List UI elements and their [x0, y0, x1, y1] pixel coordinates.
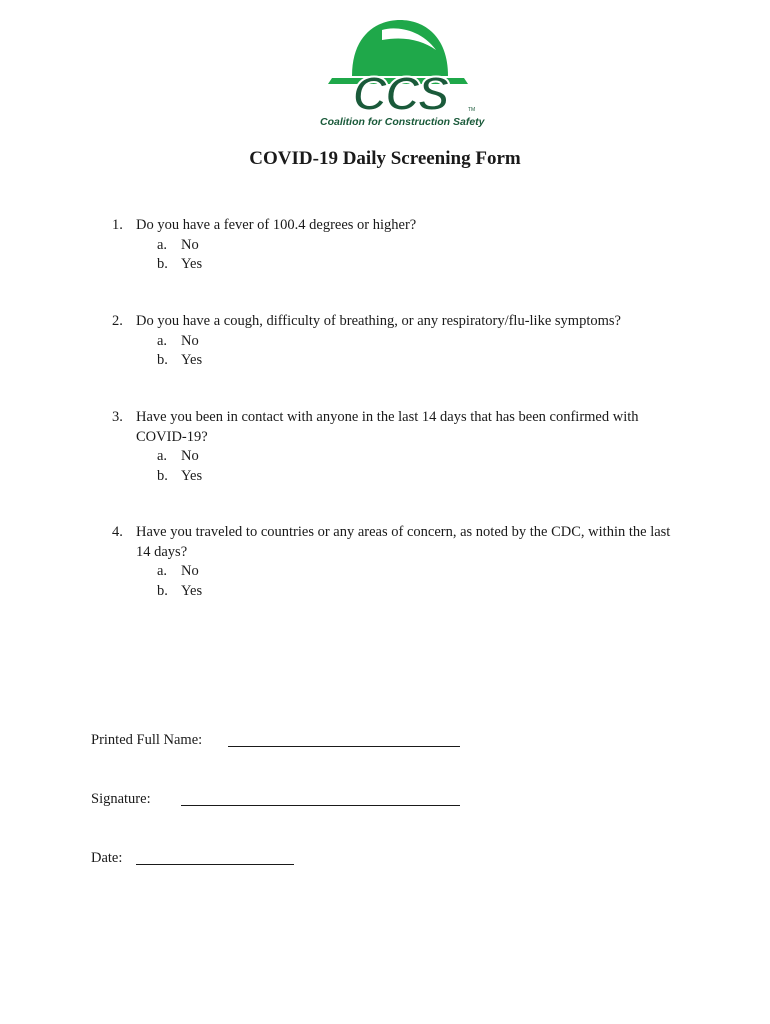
printed-name-label: Printed Full Name:	[91, 732, 203, 748]
option-label: Yes	[181, 256, 203, 272]
option-label: No	[181, 448, 199, 464]
form-title: COVID-19 Daily Screening Form	[249, 148, 521, 169]
question-text: Do you have a cough, difficulty of breathing, or any respiratory/flu-like symptoms?	[136, 313, 621, 329]
option-label: No	[181, 332, 199, 349]
option-letter: a.	[157, 332, 168, 349]
question-number: 3.	[112, 409, 123, 425]
printed-name-line[interactable]	[228, 746, 460, 747]
question-text: Have you traveled to countries or any areas of concern, as noted by the CDC, within the last 14 days?	[136, 524, 671, 560]
question-number: 4.	[112, 524, 123, 540]
option-no[interactable]	[157, 447, 676, 467]
question-text: Do you have a fever of 100.4 degrees or higher?	[136, 217, 417, 233]
option-yes[interactable]	[157, 351, 676, 371]
logo-letters: CCS	[352, 68, 448, 116]
question-number: 1.	[112, 217, 123, 233]
option-yes[interactable]	[157, 467, 676, 487]
option-letter: b.	[157, 256, 168, 272]
question-2	[112, 312, 676, 371]
logo-tagline: Coalition for Construction Safety	[320, 116, 485, 128]
signature-label: Signature:	[91, 791, 151, 807]
date-label: Date:	[91, 850, 123, 866]
ccs-logo	[320, 16, 485, 132]
option-no[interactable]	[157, 562, 676, 582]
option-letter: b.	[157, 467, 168, 484]
option-letter: a.	[157, 563, 168, 579]
option-no[interactable]	[157, 236, 676, 256]
question-4	[112, 523, 676, 601]
trademark-mark: TM	[468, 107, 476, 113]
option-label: Yes	[181, 467, 203, 484]
question-3	[112, 408, 676, 486]
date-line[interactable]	[136, 864, 294, 865]
option-label: Yes	[181, 352, 203, 368]
option-letter: a.	[157, 236, 168, 253]
option-letter: b.	[157, 352, 168, 368]
option-yes[interactable]	[157, 255, 676, 275]
option-label: No	[181, 563, 199, 579]
signature-line[interactable]	[181, 805, 460, 806]
question-text: Have you been in contact with anyone in the last 14 days that has been confirmed with COVID-19?	[136, 409, 639, 445]
option-no[interactable]	[157, 332, 676, 352]
option-letter: a.	[157, 448, 168, 464]
question-1	[112, 216, 676, 275]
option-label: Yes	[181, 582, 203, 599]
option-letter: b.	[157, 582, 168, 599]
option-label: No	[181, 236, 199, 253]
option-yes[interactable]	[157, 582, 676, 602]
question-number: 2.	[112, 313, 123, 329]
hard-hat-logo-icon	[320, 16, 480, 116]
